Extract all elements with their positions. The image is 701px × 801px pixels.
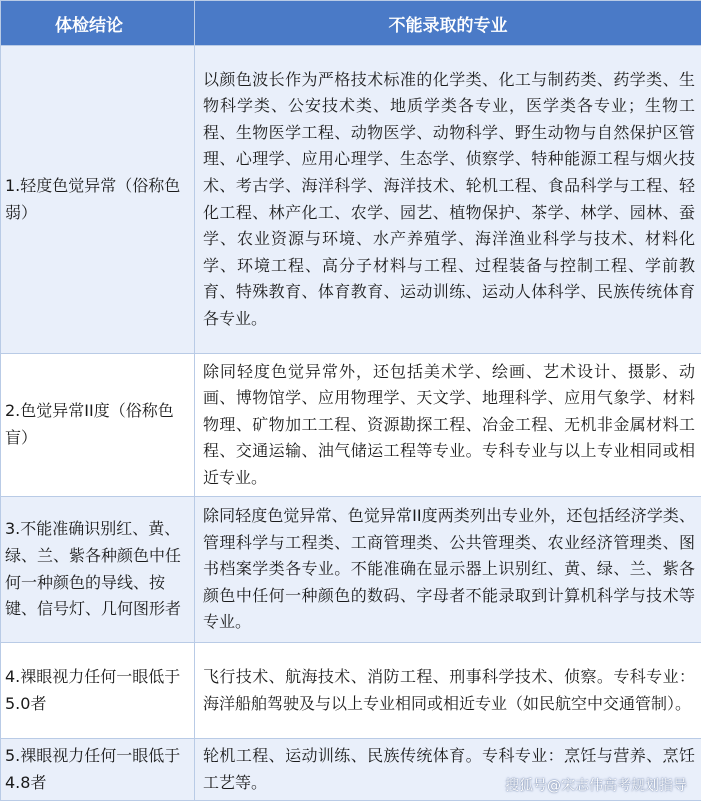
header-majors: 不能录取的专业 (195, 1, 701, 46)
condition-cell: 3.不能准确识别红、黄、绿、兰、紫各种颜色中任何一种颜色的导线、按键、信号灯、几何图形者 (1, 497, 195, 643)
condition-cell: 4.裸眼视力任何一眼低于5.0者 (1, 643, 195, 739)
header-row (1, 1, 701, 46)
majors-cell: 以颜色波长作为严格技术标准的化学类、化工与制药类、药学类、生物科学类、公安技术类、地质学类各专业，医学类各专业；生物工程、生物医学工程、动物医学、动物科学、野生动物与自然保护区管理、心理学、应用心理学、生态学、侦察学、特种能源工程与烟火技术、考古学、海洋科学、海洋技术、轮机工程、食品科学与工程、轻化工程、林产化工、农学、园艺、植物保护、茶学、林学、园林、蚕学、农业资源与环境、水产养殖学、海洋渔业科学与技术、材料化学、环境工程、高分子材料与工程、过程装备与控制工程、学前教育、特殊教育、体育教育、运动训练、运动人体科学、民族传统体育各专业。 (195, 46, 701, 354)
majors-cell: 除同轻度色觉异常、色觉异常II度两类列出专业外，还包括经济学类、管理科学与工程类、工商管理类、公共管理类、农业经济管理类、图书档案学类各专业。不能准确在显示器上识别红、黄、绿、兰、紫各颜色中任何一种颜色的数码、字母者不能录取到计算机科学与技术等专业。 (195, 497, 701, 643)
condition-cell: 5.裸眼视力任何一眼低于4.8者 (1, 739, 195, 801)
majors-cell: 轮机工程、运动训练、民族传统体育。专科专业：烹饪与营养、烹饪工艺等。 (195, 739, 701, 801)
majors-cell: 除同轻度色觉异常外，还包括美术学、绘画、艺术设计、摄影、动画、博物馆学、应用物理学、天文学、地理科学、应用气象学、材料物理、矿物加工工程、资源勘探工程、冶金工程、无机非金属材料工程、交通运输、油气储运工程等专业。专科专业与以上专业相同或相近专业。 (195, 354, 701, 497)
watermark: 搜狐号@宋志伟高考规划指导 (505, 778, 687, 794)
table-row (1, 497, 701, 643)
table-row (1, 354, 701, 497)
majors-cell: 飞行技术、航海技术、消防工程、刑事科学技术、侦察。专科专业：海洋船舶驾驶及与以上专业相同或相近专业（如民航空中交通管制）。 (195, 643, 701, 739)
table-row (1, 643, 701, 739)
header-condition: 体检结论 (1, 1, 195, 46)
condition-cell: 1.轻度色觉异常（俗称色弱） (1, 46, 195, 354)
condition-cell: 2.色觉异常II度（俗称色盲） (1, 354, 195, 497)
table-row (1, 46, 701, 354)
